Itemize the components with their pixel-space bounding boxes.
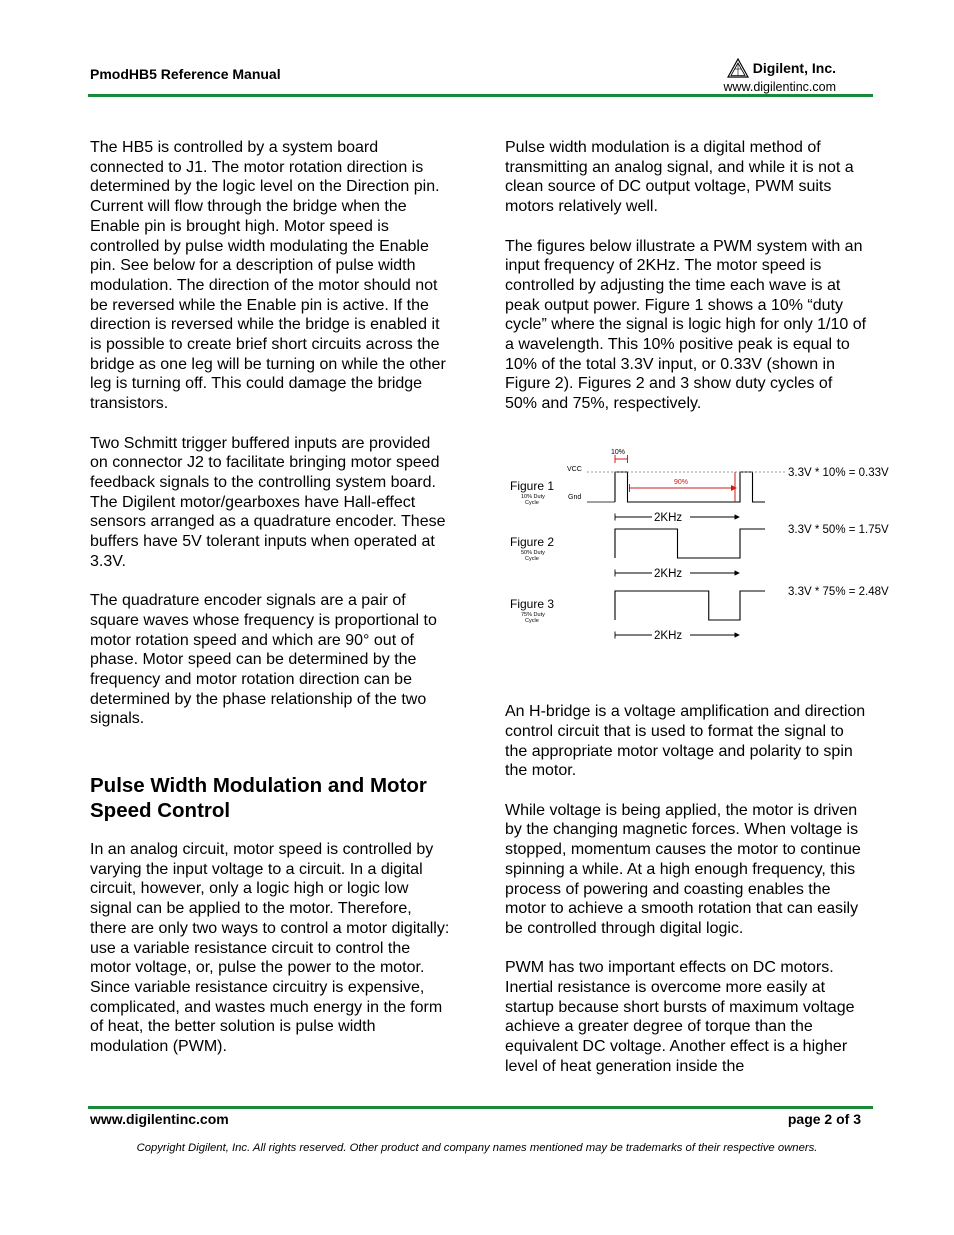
paragraph: Pulse width modulation is a digital method of transmitting an analog signal, and while it is not a clean source of DC output voltage, PWM suits motors relatively well. [505, 139, 854, 216]
paragraph: Two Schmitt trigger buffered inputs are provided on connector J2 to facilitate bringing motor speed feedback signals to the controlling system board. The Digilent motor/gearboxes have Hall-effect sensors arranged as a quadrature encoder. These buffers have 5V tolerant inputs when operated at 3.3V. [90, 434, 446, 570]
voltage-equation: 3.3V * 75% = 2.48V [788, 585, 889, 598]
section-heading: Pulse Width Modulation and Motor Speed Control [90, 774, 427, 823]
pwm-waveform [615, 472, 765, 502]
voltage-equation: 3.3V * 50% = 1.75V [788, 523, 889, 536]
duty-cycle-caption: 50% Duty [521, 549, 545, 556]
pwm-waveform [615, 591, 765, 620]
ninety-percent-label: 90% [674, 478, 689, 486]
footer-rule [88, 1106, 873, 1109]
figure-label: Figure 2 [510, 534, 555, 549]
ten-percent-label: 10% [611, 448, 626, 456]
paragraph: The figures below illustrate a PWM system with an input frequency of 2KHz. The motor speed is controlled by adjusting the time each wave is at peak output power. Figure 1 shows a 10% “duty cycle” where the signal is logic high for only 1/10 of a wavelength. This 10% positive peak is equal to 10% of the total 3.3V input, or 0.33V (shown in Figure 2). Figures 2 and 3 show duty cycles of 50% and 75%, respectively. [505, 237, 867, 413]
company-name-text: Digilent, Inc. [752, 60, 836, 76]
duty-cycle-caption: 10% Duty [521, 493, 545, 500]
document-title: PmodHB5 Reference Manual [90, 66, 281, 82]
left-column [90, 138, 452, 1076]
figure-label: Figure 1 [510, 478, 555, 493]
brand-block [723, 58, 836, 94]
duty-cycle-caption: Cycle [525, 617, 539, 624]
company-name [723, 58, 836, 78]
voltage-equation: 3.3V * 10% = 0.33V [788, 466, 889, 479]
paragraph: The HB5 is controlled by a system board connected to J1. The motor rotation direction is determined by the logic level on the Direction pin. Current will flow through the bridge when the Enable pin is brought high. Motor speed is controlled by pulse width modulating the Enable pin. See below for a description of pulse width modulation. The direction of the motor should not be reversed while the Enable pin is active. If the direction is reversed while the bridge is enabled it is possible to create brief short circuits across the bridge as one leg will be turning on while the other leg is turning off. This could damage the bridge transistors. [90, 139, 446, 413]
figure-label: Figure 3 [510, 596, 555, 611]
gnd-label: Gnd [568, 493, 582, 501]
frequency-label: 2KHz [654, 511, 683, 524]
pwm-waveform [615, 529, 765, 558]
duty-cycle-caption: Cycle [525, 555, 539, 562]
paragraph: PWM has two important effects on DC motors. Inertial resistance is overcome more easily at startup because short bursts of maximum voltage achieve a greater degree of torque than the equivalent DC voltage. Another effect is a higher level of heat generation inside the [505, 959, 855, 1075]
pwm-waveform-figure [497, 442, 897, 652]
paragraph: An H-bridge is a voltage amplification and direction control circuit that is used to format the signal to the appropriate motor voltage and polarity to spin the motor. [505, 703, 866, 780]
frequency-label: 2KHz [654, 567, 683, 580]
frequency-label: 2KHz [654, 629, 683, 642]
duty-cycle-caption: Cycle [525, 499, 539, 506]
waveform-group [510, 459, 889, 642]
paragraph: In an analog circuit, motor speed is controlled by varying the input voltage to a circuit. In a digital circuit, however, only a logic high or logic low signal can be applied to the motor. Therefore, there are only two ways to control a motor digitally: use a variable resistance circuit to control the motor voltage, or, pulse the power to the motor. Since variable resistance circuitry is expensive, complicated, and wastes much energy in the form of heat, the better solution is pulse width modulation (PWM). [90, 841, 450, 1056]
vcc-label: VCC [567, 465, 582, 473]
header-url[interactable]: www.digilentinc.com [723, 80, 836, 94]
page-number: page 2 of 3 [787, 1111, 861, 1127]
footer-url[interactable]: www.digilentinc.com [90, 1111, 229, 1127]
digilent-logo-icon [727, 58, 749, 78]
paragraph: While voltage is being applied, the motor is driven by the changing magnetic forces. When voltage is stopped, momentum causes the motor to continue spinning a while. At a high enough frequency, this process of powering and coasting enables the motor to achieve a smooth rotation that can easily be controlled through digital logic. [505, 801, 861, 937]
duty-cycle-caption: 75% Duty [521, 611, 545, 618]
copyright-notice: Copyright Digilent, Inc. All rights reserved. Other product and company names mentioned may be trademarks of their respective owners. [136, 1142, 818, 1154]
right-column [505, 138, 889, 1096]
paragraph: The quadrature encoder signals are a pair of square waves whose frequency is proportional to motor rotation speed and which are 90° out of phase. Motor speed can be determined by the frequency and motor rotation direction can be determined by the phase relationship of the two signals. [90, 592, 437, 728]
header-rule [88, 94, 873, 97]
